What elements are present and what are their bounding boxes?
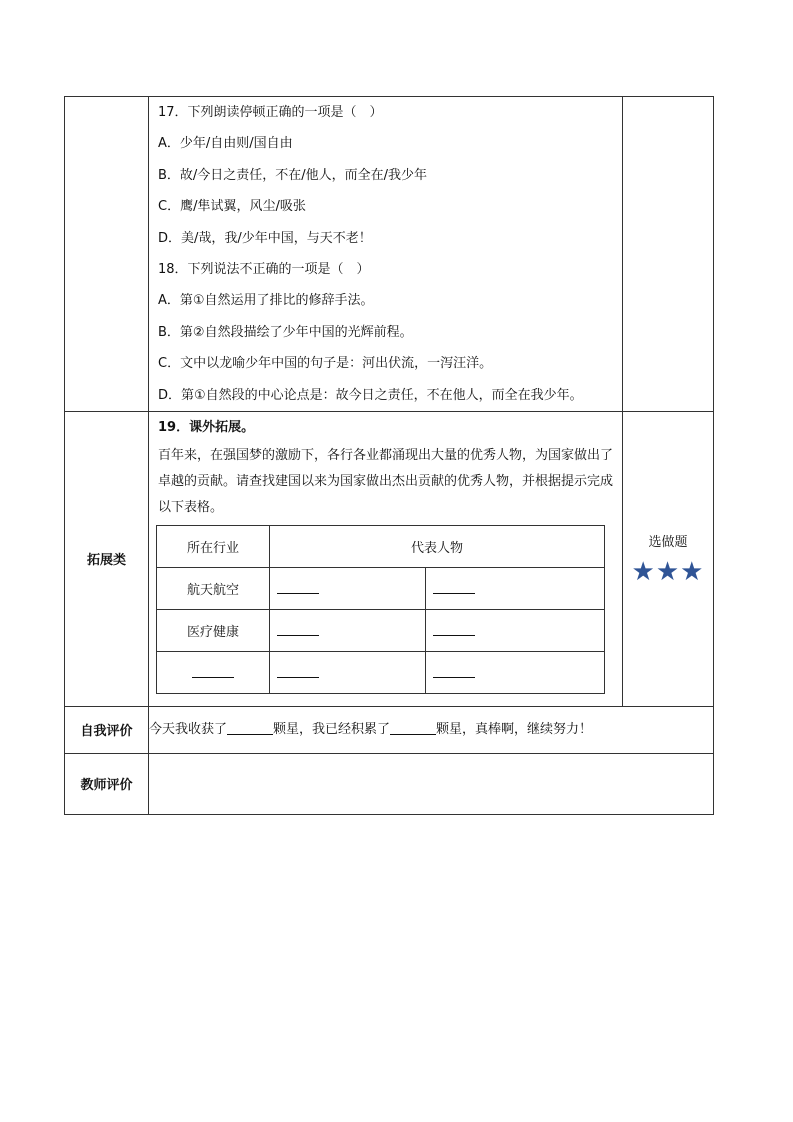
self-eval-row bbox=[65, 706, 714, 753]
worksheet-table bbox=[64, 96, 714, 815]
industry-table-header bbox=[157, 526, 605, 568]
extension-cell bbox=[149, 411, 623, 706]
self-eval-text-2: 颗星，我已经积累了 bbox=[273, 721, 391, 737]
table-row bbox=[157, 652, 605, 694]
q17-option-c: C．鹰/隼试翼，风尘/吸张 bbox=[158, 199, 306, 215]
extension-row bbox=[65, 411, 714, 706]
person-blank[interactable] bbox=[270, 610, 426, 652]
header-representative: 代表人物 bbox=[270, 526, 605, 568]
industry-cell: 医疗健康 bbox=[157, 610, 270, 652]
self-eval-text-1: 今天我收获了 bbox=[149, 721, 228, 737]
extension-title: 19．课外拓展。 bbox=[158, 419, 255, 435]
q17-option-a: A．少年/自由则/国自由 bbox=[158, 136, 293, 152]
q18-option-a: A．第①自然运用了排比的修辞手法。 bbox=[158, 293, 374, 309]
person-blank[interactable] bbox=[270, 652, 426, 694]
stars-earned-blank[interactable] bbox=[227, 733, 273, 735]
industry-blank[interactable] bbox=[157, 652, 270, 694]
q17-option-d: D．美/哉，我/少年中国，与天不老！ bbox=[158, 230, 372, 246]
questions-category-cell bbox=[65, 97, 149, 412]
q17-option-b: B．故/今日之责任，不在/他人，而全在/我少年 bbox=[158, 167, 428, 183]
stars-accumulated-blank[interactable] bbox=[390, 733, 436, 735]
table-row bbox=[157, 568, 605, 610]
teacher-eval-cell[interactable] bbox=[149, 753, 714, 814]
person-blank[interactable] bbox=[426, 610, 605, 652]
industry-cell: 航天航空 bbox=[157, 568, 270, 610]
teacher-eval-row bbox=[65, 753, 714, 814]
extension-paragraph: 百年来，在强国梦的激励下，各行各业都涌现出大量的优秀人物，为国家做出了卓越的贡献。请查找建国以来为国家做出杰出贡献的优秀人物，并根据提示完成以下表格。 bbox=[158, 448, 614, 516]
q18-option-d: D．第①自然段的中心论点是：故今日之责任，不在他人，而全在我少年。 bbox=[158, 387, 583, 403]
q18-option-b: B．第②自然段描绘了少年中国的光辉前程。 bbox=[158, 324, 413, 340]
self-eval-text bbox=[149, 706, 714, 753]
star-rating-icon: ★★★ bbox=[631, 557, 705, 588]
self-eval-label: 自我评价 bbox=[65, 706, 149, 753]
questions-row bbox=[65, 97, 714, 412]
industry-table bbox=[156, 525, 605, 694]
table-row bbox=[157, 610, 605, 652]
self-eval-text-3: 颗星，真棒啊，继续努力！ bbox=[436, 721, 593, 737]
person-blank[interactable] bbox=[426, 652, 605, 694]
q18-option-c: C．文中以龙喻少年中国的句子是：河出伏流，一泻汪洋。 bbox=[158, 356, 493, 372]
optional-question-label: 选做题 bbox=[648, 535, 688, 551]
questions-stars-cell bbox=[623, 97, 714, 412]
extension-category-label: 拓展类 bbox=[65, 411, 149, 706]
q18-stem: 18．下列说法不正确的一项是（ ） bbox=[158, 261, 370, 277]
teacher-eval-label: 教师评价 bbox=[65, 753, 149, 814]
header-industry: 所在行业 bbox=[157, 526, 270, 568]
person-blank[interactable] bbox=[426, 568, 605, 610]
questions-cell bbox=[149, 97, 623, 412]
extension-stars-cell bbox=[623, 411, 714, 706]
person-blank[interactable] bbox=[270, 568, 426, 610]
q17-stem: 17．下列朗读停顿正确的一项是（ ） bbox=[158, 105, 383, 120]
